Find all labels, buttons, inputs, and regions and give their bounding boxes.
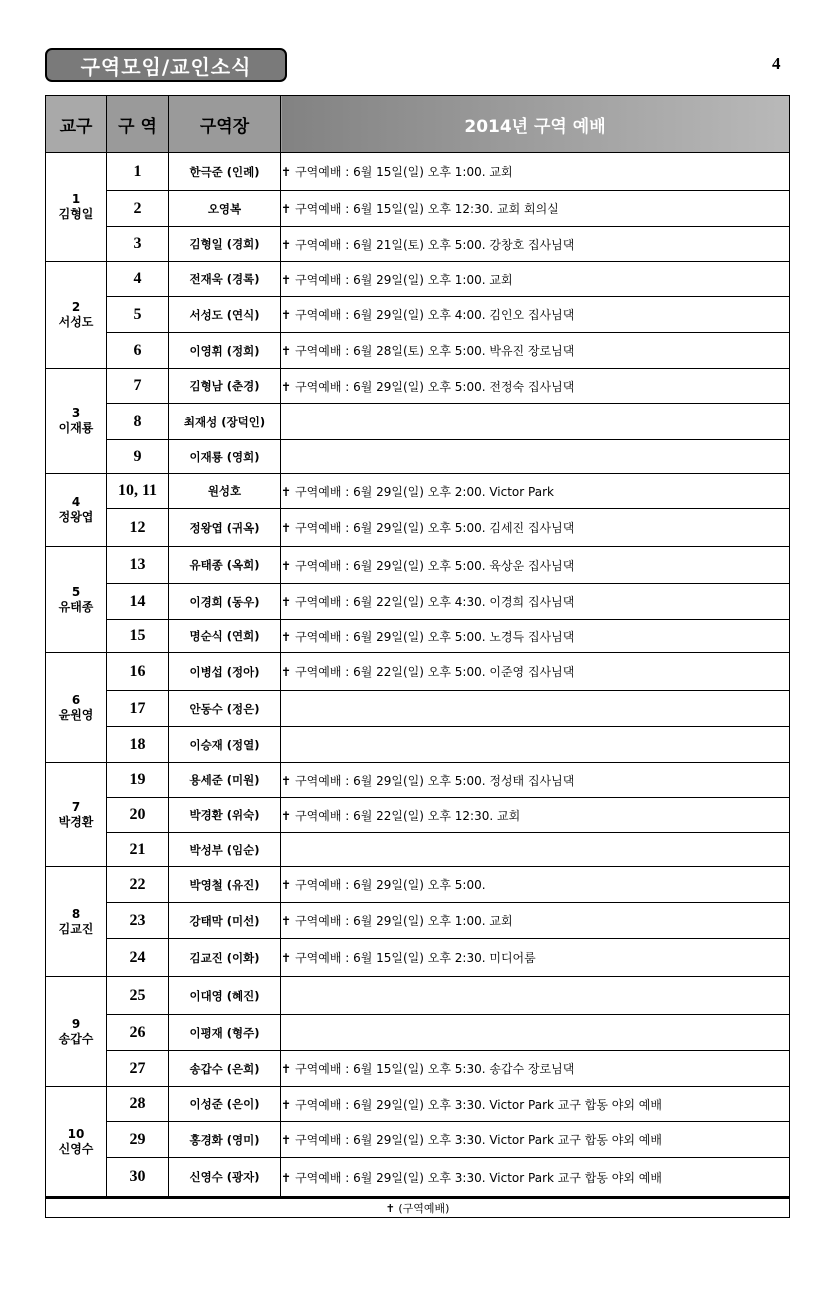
service-info: 구역예배 : 6월 29일(일) 오후 2:00. Victor Park: [295, 484, 554, 499]
guyeok-number: 23: [107, 903, 169, 939]
cross-icon: ✝: [281, 595, 292, 609]
cross-icon: ✝: [281, 165, 292, 179]
guyeok-number: 28: [107, 1087, 169, 1122]
service-info: 구역예배 : 6월 29일(일) 오후 5:00. 김세진 집사님댁: [295, 521, 575, 535]
cross-icon: ✝: [281, 951, 292, 965]
gyogu-cell: [46, 1087, 107, 1198]
service-info-cell: [281, 297, 790, 333]
table-row: [46, 727, 790, 763]
gyogu-number: 7: [71, 799, 81, 814]
guyeok-number: 13: [107, 547, 169, 584]
table-row: [46, 440, 790, 474]
guyeok-leader: 정왕엽 (귀옥): [169, 509, 281, 547]
table-row: [46, 584, 790, 620]
guyeok-number: 8: [107, 404, 169, 440]
gyogu-cell: [46, 153, 107, 262]
cross-icon: ✝: [281, 1133, 292, 1147]
service-info-cell: [281, 333, 790, 369]
guyeok-number: 17: [107, 691, 169, 727]
service-info: 구역예배 : 6월 15일(일) 오후 5:30. 송갑수 장로님댁: [295, 1062, 575, 1076]
guyeok-leader: 박영철 (유진): [169, 867, 281, 903]
guyeok-leader: 송갑수 (은희): [169, 1051, 281, 1087]
gyogu-leader-name: 윤원영: [58, 707, 94, 722]
table-row: [46, 1122, 790, 1158]
guyeok-leader: 김형남 (춘경): [169, 369, 281, 404]
guyeok-leader: 오영복: [169, 191, 281, 227]
guyeok-leader: 신영수 (광자): [169, 1158, 281, 1198]
guyeok-number: 26: [107, 1015, 169, 1051]
guyeok-leader: 이평재 (형주): [169, 1015, 281, 1051]
table-row: [46, 1051, 790, 1087]
table-row: [46, 509, 790, 547]
guyeok-leader: 홍경화 (영미): [169, 1122, 281, 1158]
guyeok-number: 22: [107, 867, 169, 903]
guyeok-number: 6: [107, 333, 169, 369]
table-row: [46, 833, 790, 867]
cross-icon: ✝: [281, 629, 292, 644]
service-info-cell: [281, 153, 790, 191]
service-info-cell: [281, 903, 790, 939]
cross-icon: ✝: [281, 272, 292, 287]
service-info-cell: [281, 691, 790, 727]
table-row: [46, 227, 790, 262]
gyogu-leader-name: 유태종: [58, 599, 94, 614]
page-number: 4: [772, 54, 781, 73]
guyeok-leader: 이승재 (정열): [169, 727, 281, 763]
service-info-cell: [281, 369, 790, 404]
table-row: [46, 620, 790, 653]
service-info: 구역예배 : 6월 29일(일) 오후 3:30. Victor Park 교구 합동 야외 예배: [295, 1097, 662, 1112]
table-row: [46, 333, 790, 369]
service-info: 구역예배 : 6월 15일(일) 오후 1:00. 교회: [295, 165, 513, 179]
footer-note: (구역예배): [398, 1202, 450, 1215]
cross-icon: ✝: [281, 773, 292, 788]
guyeok-number: 14: [107, 584, 169, 620]
guyeok-leader: 박성부 (임순): [169, 833, 281, 867]
service-info-cell: [281, 440, 790, 474]
guyeok-leader: 명순식 (연희): [169, 620, 281, 653]
guyeok-number: 3: [107, 227, 169, 262]
guyeok-number: 21: [107, 833, 169, 867]
guyeok-leader: 이대영 (혜진): [169, 977, 281, 1015]
cross-icon: ✝: [281, 521, 292, 535]
header-gyogu: 교구: [46, 96, 107, 153]
cross-icon: ✝: [385, 1202, 395, 1215]
service-info-cell: [281, 1158, 790, 1198]
service-info-cell: [281, 939, 790, 977]
gyogu-cell: [46, 653, 107, 763]
guyeok-leader: 서성도 (연식): [169, 297, 281, 333]
service-info-cell: [281, 227, 790, 262]
service-info: 구역예배 : 6월 15일(일) 오후 12:30. 교회 회의실: [295, 202, 559, 216]
guyeok-number: 19: [107, 763, 169, 798]
service-info-cell: [281, 653, 790, 691]
table-row: [46, 474, 790, 509]
guyeok-leader: 용세준 (미원): [169, 763, 281, 798]
service-info-cell: [281, 833, 790, 867]
service-info: 구역예배 : 6월 29일(일) 오후 4:00. 김인오 집사님댁: [295, 308, 575, 322]
table-row: [46, 903, 790, 939]
service-info: 구역예배 : 6월 29일(일) 오후 3:30. Victor Park 교구 합동 야외 예배: [295, 1133, 662, 1147]
guyeok-leader: 한극준 (인례): [169, 153, 281, 191]
cross-icon: ✝: [281, 379, 292, 394]
gyogu-number: 5: [71, 584, 81, 599]
cross-icon: ✝: [281, 914, 292, 928]
service-info-cell: [281, 1051, 790, 1087]
service-info: 구역예배 : 6월 29일(일) 오후 1:00. 교회: [295, 914, 513, 928]
cross-icon: ✝: [281, 878, 292, 892]
district-schedule-table: [45, 95, 790, 1218]
gyogu-number: 6: [71, 692, 81, 707]
header-service: 2014년 구역 예배: [281, 96, 790, 153]
service-info: 구역예배 : 6월 29일(일) 오후 5:00.: [295, 878, 486, 892]
table-row: [46, 1087, 790, 1122]
service-info: 구역예배 : 6월 29일(일) 오후 5:00. 노경득 집사님댁: [295, 629, 575, 644]
table-row: [46, 547, 790, 584]
service-info: 구역예배 : 6월 21일(토) 오후 5:00. 강창호 집사님댁: [295, 237, 575, 252]
cross-icon: ✝: [281, 558, 292, 573]
guyeok-leader: 이영휘 (정희): [169, 333, 281, 369]
gyogu-cell: [46, 763, 107, 867]
guyeok-leader: 원성호: [169, 474, 281, 509]
gyogu-leader-name: 신영수: [58, 1141, 94, 1156]
gyogu-cell: [46, 474, 107, 547]
guyeok-number: 24: [107, 939, 169, 977]
service-info-cell: [281, 1015, 790, 1051]
gyogu-leader-name: 정왕엽: [58, 510, 94, 524]
guyeok-number: 27: [107, 1051, 169, 1087]
cross-icon: ✝: [281, 484, 292, 499]
service-info-cell: [281, 867, 790, 903]
gyogu-cell: [46, 977, 107, 1087]
service-info-cell: [281, 977, 790, 1015]
guyeok-number: 12: [107, 509, 169, 547]
section-title: 구역모임/교인소식: [80, 54, 252, 79]
gyogu-number: 1: [71, 192, 81, 206]
guyeok-leader: 김형일 (경희): [169, 227, 281, 262]
guyeok-number: 7: [107, 369, 169, 404]
guyeok-leader: 이병섭 (정아): [169, 653, 281, 691]
guyeok-number: 30: [107, 1158, 169, 1198]
service-info-cell: [281, 798, 790, 833]
guyeok-number: 29: [107, 1122, 169, 1158]
header-leader: 구역장: [169, 96, 281, 153]
gyogu-number: 3: [71, 406, 81, 420]
guyeok-number: 4: [107, 262, 169, 297]
service-info: 구역예배 : 6월 22일(일) 오후 12:30. 교회: [295, 808, 521, 823]
table-row: [46, 977, 790, 1015]
cross-icon: ✝: [281, 308, 292, 322]
table-header-row: [46, 96, 790, 153]
table-row: [46, 691, 790, 727]
guyeok-leader: 최재성 (장덕인): [169, 404, 281, 440]
gyogu-cell: [46, 369, 107, 474]
guyeok-leader: 전재욱 (경록): [169, 262, 281, 297]
cross-icon: ✝: [281, 665, 292, 679]
service-info: 구역예배 : 6월 29일(일) 오후 1:00. 교회: [295, 272, 513, 287]
guyeok-leader: 김교진 (이화): [169, 939, 281, 977]
service-info: 구역예배 : 6월 29일(일) 오후 3:30. Victor Park 교구 합동 야외 예배: [295, 1170, 662, 1185]
table-row: [46, 262, 790, 297]
service-info-cell: [281, 191, 790, 227]
service-info: 구역예배 : 6월 22일(일) 오후 5:00. 이준영 집사님댁: [295, 665, 575, 679]
table-row: [46, 1015, 790, 1051]
table-row: [46, 763, 790, 798]
gyogu-number: 9: [71, 1016, 81, 1031]
service-info-cell: [281, 620, 790, 653]
table-row: [46, 297, 790, 333]
gyogu-number: 10: [67, 1126, 85, 1141]
table-row: [46, 798, 790, 833]
cross-icon: ✝: [281, 237, 292, 252]
cross-icon: ✝: [281, 808, 292, 823]
guyeok-leader: 박경환 (위숙): [169, 798, 281, 833]
service-info: 구역예배 : 6월 29일(일) 오후 5:00. 정성태 집사님댁: [295, 773, 575, 788]
section-title-box: [45, 48, 287, 82]
guyeok-leader: 강태막 (미선): [169, 903, 281, 939]
cross-icon: ✝: [281, 1170, 292, 1185]
service-info-cell: [281, 509, 790, 547]
gyogu-number: 8: [71, 906, 81, 921]
guyeok-leader: 이경희 (동우): [169, 584, 281, 620]
gyogu-cell: [46, 547, 107, 653]
guyeok-number: 20: [107, 798, 169, 833]
guyeok-leader: 이성준 (은이): [169, 1087, 281, 1122]
guyeok-leader: 이재룡 (영희): [169, 440, 281, 474]
guyeok-number: 5: [107, 297, 169, 333]
guyeok-number: 25: [107, 977, 169, 1015]
service-info: 구역예배 : 6월 15일(일) 오후 2:30. 미디어룸: [295, 951, 536, 965]
service-info-cell: [281, 1122, 790, 1158]
gyogu-leader-name: 김형일: [58, 207, 94, 221]
service-info: 구역예배 : 6월 29일(일) 오후 5:00. 육상운 집사님댁: [295, 558, 575, 573]
guyeok-number: 16: [107, 653, 169, 691]
guyeok-leader: 안동수 (정은): [169, 691, 281, 727]
gyogu-number: 2: [71, 300, 81, 314]
service-info: 구역예배 : 6월 29일(일) 오후 5:00. 전정숙 집사님댁: [295, 379, 575, 394]
table-row: [46, 939, 790, 977]
gyogu-leader-name: 김교진: [58, 921, 94, 936]
service-info-cell: [281, 727, 790, 763]
table-row: [46, 153, 790, 191]
gyogu-leader-name: 이재룡: [58, 421, 94, 435]
cross-icon: ✝: [281, 344, 292, 358]
gyogu-cell: [46, 867, 107, 977]
guyeok-number: 18: [107, 727, 169, 763]
guyeok-number: 1: [107, 153, 169, 191]
service-info-cell: [281, 1087, 790, 1122]
gyogu-number: 4: [71, 495, 81, 509]
guyeok-number: 2: [107, 191, 169, 227]
service-info: 구역예배 : 6월 28일(토) 오후 5:00. 박유진 장로님댁: [295, 344, 575, 358]
table-body: [46, 153, 790, 1198]
service-info-cell: [281, 262, 790, 297]
guyeok-number: 9: [107, 440, 169, 474]
table-footer-row: [46, 1198, 790, 1218]
service-info-cell: [281, 763, 790, 798]
gyogu-leader-name: 송갑수: [58, 1031, 94, 1046]
service-info-cell: [281, 547, 790, 584]
service-info: 구역예배 : 6월 22일(일) 오후 4:30. 이경희 집사님댁: [295, 595, 575, 609]
cross-icon: ✝: [281, 1062, 292, 1076]
table-row: [46, 404, 790, 440]
footer-note-cell: [46, 1198, 790, 1218]
guyeok-leader: 유태종 (옥희): [169, 547, 281, 584]
service-info-cell: [281, 584, 790, 620]
guyeok-number: 15: [107, 620, 169, 653]
service-info-cell: [281, 474, 790, 509]
cross-icon: ✝: [281, 202, 292, 216]
table-row: [46, 369, 790, 404]
gyogu-cell: [46, 262, 107, 369]
table-row: [46, 191, 790, 227]
table-row: [46, 653, 790, 691]
gyogu-leader-name: 서성도: [58, 315, 94, 329]
header-guyeok: 구 역: [107, 96, 169, 153]
table-row: [46, 867, 790, 903]
table-row: [46, 1158, 790, 1198]
cross-icon: ✝: [281, 1097, 292, 1112]
guyeok-number: 10, 11: [107, 474, 169, 509]
gyogu-leader-name: 박경환: [58, 814, 94, 829]
service-info-cell: [281, 404, 790, 440]
